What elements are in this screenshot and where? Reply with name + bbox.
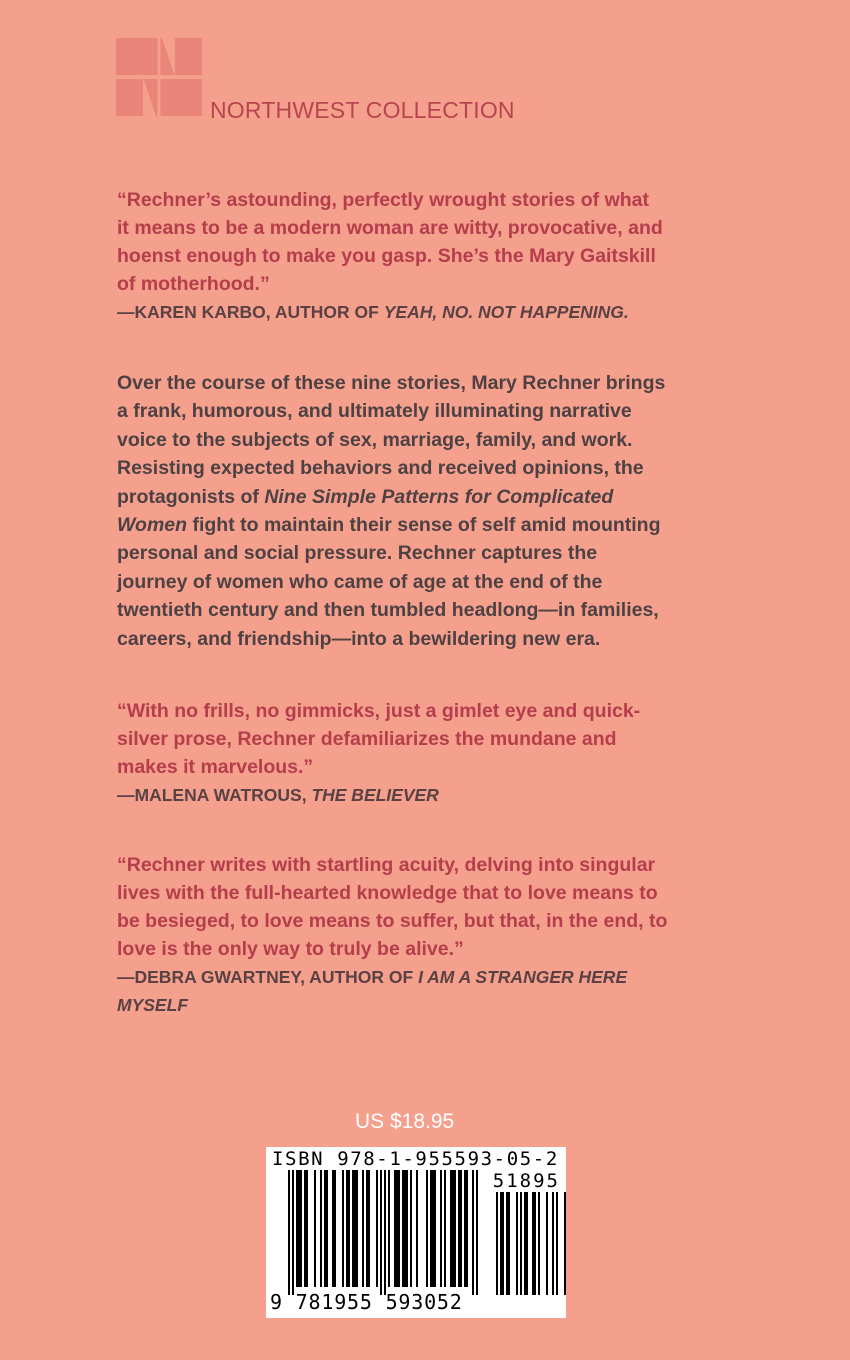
barcode-bar: [516, 1192, 518, 1295]
quote-line: lives with the full-hearted knowledge that to love means to: [117, 882, 658, 904]
isbn-barcode: [266, 1147, 566, 1318]
barcode-bar: [380, 1170, 382, 1295]
barcode-bar: [404, 1170, 406, 1287]
price-code: 51895: [492, 1170, 560, 1192]
barcode-bar: [564, 1192, 566, 1295]
barcode-bar: [464, 1170, 466, 1287]
barcode-bar: [292, 1170, 294, 1295]
description-text: protagonists of: [117, 485, 265, 508]
quote-attribution: [117, 963, 727, 991]
barcode-bar: [556, 1192, 558, 1295]
barcode-bar: [434, 1170, 436, 1287]
barcode-bar: [546, 1192, 548, 1295]
barcode-bar: [362, 1170, 364, 1287]
barcode-bar: [458, 1170, 460, 1287]
description-line: twentieth century and then tumbled headlong—in families,: [117, 599, 659, 622]
barcode-bar: [332, 1170, 334, 1287]
description-line: personal and social pressure. Rechner captures the: [117, 542, 598, 565]
description-text: fight to maintain their sense of self amid mounting: [187, 514, 661, 537]
barcode-bar: [298, 1170, 300, 1287]
barcode-bar: [426, 1170, 428, 1287]
description-line: a frank, humorous, and ultimately illuminating narrative: [117, 400, 632, 423]
barcode-bar: [356, 1170, 358, 1287]
barcode-bar: [416, 1170, 418, 1287]
attribution-book-title: MYSELF: [117, 995, 188, 1015]
barcode-bar: [508, 1192, 510, 1295]
barcode-bar: [476, 1170, 478, 1295]
barcode-bar: [394, 1170, 396, 1287]
quote-attribution-continued: [117, 991, 727, 1019]
barcode-bar: [532, 1192, 534, 1295]
barcode-bar: [402, 1170, 404, 1287]
quote-line: it means to be a modern woman are witty, provocative, and: [117, 217, 663, 239]
quote-line: “Rechner’s astounding, perfectly wrought stories of what: [117, 189, 649, 211]
barcode-bar: [500, 1192, 502, 1295]
barcode-bar: [334, 1170, 336, 1287]
collection-name: NORTHWEST COLLECTION: [210, 97, 515, 123]
barcode-bar: [366, 1170, 368, 1287]
barcode-bar: [410, 1170, 412, 1287]
description-line: journey of women who came of age at the end of the: [117, 570, 603, 593]
quote-attribution: [117, 781, 727, 809]
quote-line: hoenst enough to make you gasp. She’s the Mary Gaitskill: [117, 245, 656, 267]
barcode-bar: [430, 1170, 432, 1287]
price-label: US $18.95: [355, 1110, 455, 1133]
barcode-bar: [396, 1170, 398, 1287]
attribution-book-title: YEAH, NO. NOT HAPPENING.: [383, 302, 629, 322]
isbn-number: ISBN 978-1-955593-05-2: [272, 1148, 559, 1170]
book-title: Nine Simple Patterns for Complicated: [264, 485, 614, 508]
barcode-bar: [384, 1170, 386, 1295]
blurb-gwartney: [117, 851, 727, 1019]
attribution-name: —MALENA WATROUS,: [117, 785, 312, 805]
barcode-bar: [538, 1192, 540, 1295]
barcode-bar: [520, 1192, 522, 1295]
barcode-bar: [324, 1170, 326, 1287]
quote-line: silver prose, Rechner defamiliarizes the mundane and: [117, 728, 617, 750]
barcode-bar: [460, 1170, 462, 1287]
blurb-karbo: [117, 186, 727, 326]
barcode-bar: [552, 1192, 554, 1295]
barcode-bar: [432, 1170, 434, 1287]
description-line: [117, 483, 727, 511]
barcode-bar: [398, 1170, 400, 1287]
barcode-bar: [472, 1170, 474, 1295]
barcode-bar: [300, 1170, 302, 1287]
description-line: Over the course of these nine stories, Mary Rechner brings: [117, 372, 666, 394]
barcode-bar: [304, 1170, 306, 1287]
barcode-bar: [496, 1192, 498, 1295]
description-line: voice to the subjects of sex, marriage, family, and work.: [117, 428, 633, 451]
barcode-bar: [354, 1170, 356, 1287]
barcode-bar: [352, 1170, 354, 1287]
barcode-bar: [440, 1170, 442, 1287]
description-line: [117, 511, 727, 539]
attribution-name: —DEBRA GWARTNEY, AUTHOR OF: [117, 967, 419, 987]
quote-line: “With no frills, no gimmicks, just a gimlet eye and quick-: [117, 700, 641, 722]
barcode-bar: [314, 1170, 316, 1287]
quote-line: be besieged, to love means to suffer, but that, in the end, to: [117, 910, 668, 932]
barcode-bar: [296, 1170, 298, 1287]
barcode-bar: [388, 1170, 390, 1287]
ean-digits: 9 781955 593052: [270, 1290, 463, 1314]
barcode-bar: [326, 1170, 328, 1287]
barcode-bar: [444, 1170, 446, 1287]
barcode-bar: [348, 1170, 350, 1287]
barcode-bar: [320, 1170, 322, 1287]
blurb-watrous: [117, 697, 727, 809]
barcode-bar: [288, 1170, 290, 1295]
barcode-bar: [368, 1170, 370, 1287]
description-line: Resisting expected behaviors and received opinions, the: [117, 457, 644, 480]
barcode-bar: [526, 1192, 528, 1295]
book-description: [117, 369, 727, 653]
barcode-bar: [306, 1170, 308, 1287]
barcode-bar: [502, 1192, 504, 1295]
quote-line: makes it marvelous.”: [117, 756, 314, 778]
barcode-bar: [450, 1170, 452, 1287]
quote-line: of motherhood.”: [117, 273, 270, 295]
barcode-bar: [466, 1170, 468, 1287]
barcode-bar: [454, 1170, 456, 1287]
barcode-bar: [406, 1170, 408, 1287]
barcode-bar: [452, 1170, 454, 1287]
quote-line: love is the only way to truly be alive.”: [117, 938, 464, 960]
barcode-bar: [342, 1170, 344, 1287]
attribution-name: —KAREN KARBO, AUTHOR OF: [117, 302, 384, 322]
barcode-bar: [534, 1192, 536, 1295]
attribution-book-title: I AM A STRANGER HERE: [418, 967, 628, 987]
northwest-logo-icon: [116, 38, 202, 116]
barcode-bar: [506, 1192, 508, 1295]
barcode-bar: [346, 1170, 348, 1287]
barcode-bar: [376, 1170, 378, 1287]
quote-line: “Rechner writes with startling acuity, delving into singular: [117, 854, 656, 876]
book-title: Women: [117, 514, 188, 537]
attribution-publication: THE BELIEVER: [311, 785, 439, 805]
description-line: careers, and friendship—into a bewildering new era.: [117, 627, 601, 650]
quote-attribution: [117, 298, 727, 326]
barcode-bar: [524, 1192, 526, 1295]
